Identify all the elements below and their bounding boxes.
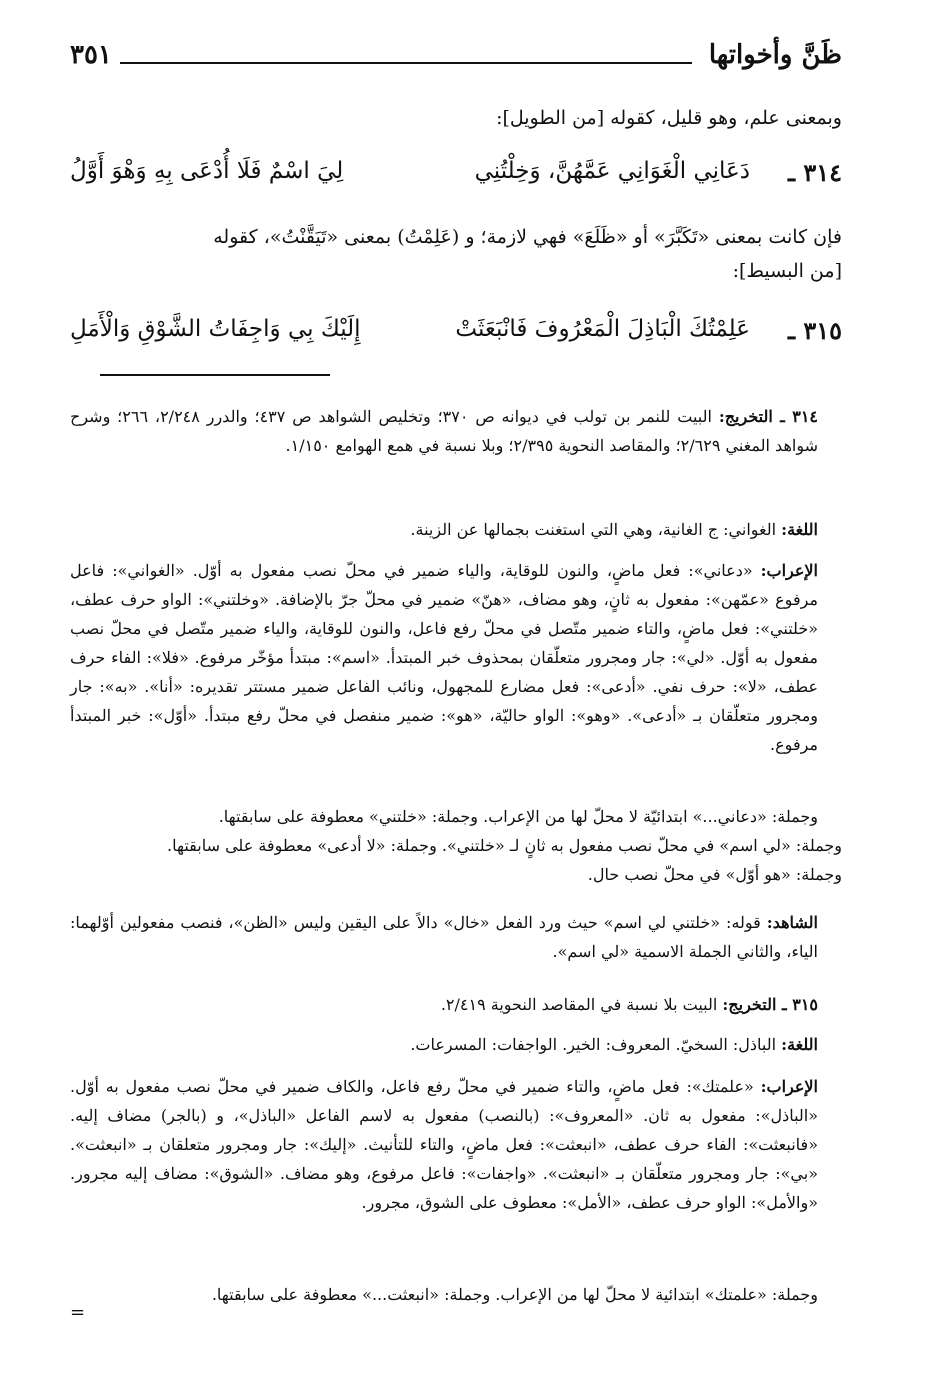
- paragraph-line: فإن كانت بمعنى «تَكَبَّرَ» أو «ظَلَعَ» فهي لازمة؛ و (عَلِمْتُ) بمعنى «تَيَقَّنْتُ»، كقوله: [213, 226, 842, 248]
- running-header: [70, 40, 842, 80]
- label: اللغة:: [781, 1035, 818, 1054]
- sentence-line: وجملة: «هو أوّل» في محلّ نصب حال.: [587, 865, 842, 884]
- header-rule: [120, 62, 692, 64]
- text: «دعاني»: فعل ماضٍ، والنون للوقاية، والياء ضمير في محلّ نصب مفعول به أوّل. «الغواني»: فاعل مرفوع «عمّهن»: مفعول به ثانٍ، وهو مضاف، «هنّ» ضمير في محلّ جرّ بالإضافة. «وخلتني»: الواو حرف عطف، «خلتني»: فعل ماضٍ، والتاء ضمير متّصل في محلّ رفع فاعل، والنون للوقاية، والياء ضمير متّصل في محلّ نصب مفعول به أوّل. «لي»: جار ومجرور متعلّقان بمحذوف خبر المبتدأ. «اسم»: مبتدأ مؤخّر مرفوع. «فلا»: الفاء حرف عطف، «لا»: حرف نفي. «أدعى»: فعل مضارع للمجهول، ونائب الفاعل ضمير مستتر تقديره: «أنا». «به»: جار ومجرور متعلّقان بـ «أدعى». «وهو»: الواو حاليّة، «هو»: ضمير منفصل في محلّ رفع مبتدأ. «أوّل»: خبر المبتدأ مرفوع.: [70, 561, 818, 754]
- verse-number: ٣١٤ ـ: [787, 158, 842, 187]
- label: ٣١٤ ـ التخريج:: [718, 407, 818, 426]
- label: الشاهد:: [766, 913, 818, 932]
- text: قوله: «خلتني لي اسم» حيث ورد الفعل «خال» دالاً على اليقين وليس «الظن»، فنصب مفعولين أوّلهما: الياء، والثاني الجملة الاسمية «لي اسم».: [70, 913, 818, 961]
- footnote-315-jumla: [100, 1280, 842, 1309]
- label: الإعراب:: [760, 561, 818, 580]
- verse-hemistich-first: عَلِمْتُكَ الْبَاذِلَ الْمَعْرُوفَ فَانْبَعَثَتْ: [455, 316, 750, 342]
- footnote-separator: [100, 374, 330, 376]
- continuation-mark: =: [70, 1302, 86, 1323]
- label: اللغة:: [781, 520, 818, 539]
- verse-hemistich-first: دَعَانِي الْغَوَانِي عَمَّهُنَّ، وَخِلْتُنِي: [474, 158, 750, 184]
- verse-hemistich-second: إِلَيْكَ بِي وَاجِفَاتُ الشَّوْقِ وَالْأَمَلِ: [70, 316, 361, 342]
- page-number: ٣٥١: [70, 40, 112, 70]
- footnote-315-takhrij: [70, 990, 842, 1019]
- verse-314: [70, 150, 842, 202]
- paragraph: [70, 220, 842, 288]
- text: البيت بلا نسبة في المقاصد النحوية ٢/٤١٩.: [440, 995, 718, 1014]
- label: ٣١٥ ـ التخريج:: [722, 995, 818, 1014]
- footnote-314-jumal: [70, 802, 842, 889]
- text: «علمتك»: فعل ماضٍ، والتاء ضمير في محلّ رفع فاعل، والكاف ضمير في محلّ نصب مفعول به أوّل. «الباذل»: مفعول به ثان. «المعروف»: (بالنصب) مفعول به لاسم الفاعل «الباذل»، و (بالجر) مضاف إليه. «فانبعثت»: الفاء حرف عطف، «انبعثت»: فعل ماضٍ، والتاء للتأنيث. «إليك»: جار ومجرور متعلقان بـ «انبعثت». «بي»: جار ومجرور متعلّقان بـ «انبعثت». «واجفات»: فاعل مرفوع، وهو مضاف. «الشوق»: مضاف إليه مجرور. «والأمل»: الواو حرف عطف، «الأمل»: معطوف على الشوق، مجرور.: [70, 1077, 818, 1212]
- text: الباذل: السخيّ. المعروف: الخير. الواجفات: المسرعات.: [410, 1035, 777, 1054]
- paragraph-line: [من البسيط]:: [732, 260, 842, 282]
- verse-number: ٣١٥ ـ: [787, 316, 842, 345]
- sentence-line: وجملة: «دعاني...» ابتدائيّة لا محلّ لها من الإعراب. وجملة: «خلتني» معطوفة على سابقتها.: [218, 807, 818, 826]
- intro-line: وبمعنى علم، وهو قليل، كقوله [من الطويل]:: [496, 107, 842, 129]
- footnote-315-irab: [70, 1072, 842, 1217]
- verse-hemistich-second: لِيَ اسْمٌ فَلَا أُدْعَى بِهِ وَهْوَ أَوَّلُ: [70, 158, 344, 184]
- footnote-314-irab: [70, 556, 842, 759]
- sentence-line: وجملة: «لي اسم» في محلّ نصب مفعول به ثانٍ لـ «خلتني». وجملة: «لا أدعى» معطوفة على سابقتها.: [167, 836, 842, 855]
- verse-315: [70, 308, 842, 360]
- footnote-315-lugha: [70, 1030, 842, 1059]
- text: الغواني: ج الغانية، وهي التي استغنت بجمالها عن الزينة.: [410, 520, 777, 539]
- text: البيت للنمر بن تولب في ديوانه ص ٣٧٠؛ وتخليص الشواهد ص ٤٣٧؛ والدرر ٢/٢٤٨، ٢٦٦؛ وشرح شواهد المغني ٢/٦٢٩؛ والمقاصد النحوية ٢/٣٩٥؛ وبلا نسبة في همع الهوامع ١/١٥٠.: [70, 407, 818, 455]
- footnote-314-shahid: [70, 908, 842, 966]
- footnote-314-lugha: [70, 515, 842, 544]
- sentence-line: وجملة: «علمتك» ابتدائية لا محلّ لها من الإعراب. وجملة: «انبعثت...» معطوفة على سابقتها.: [211, 1285, 818, 1304]
- footnote-314-takhrij: [70, 402, 842, 460]
- label: الإعراب:: [760, 1077, 818, 1096]
- chapter-title: ظَنَّ وأخواتها: [708, 40, 842, 70]
